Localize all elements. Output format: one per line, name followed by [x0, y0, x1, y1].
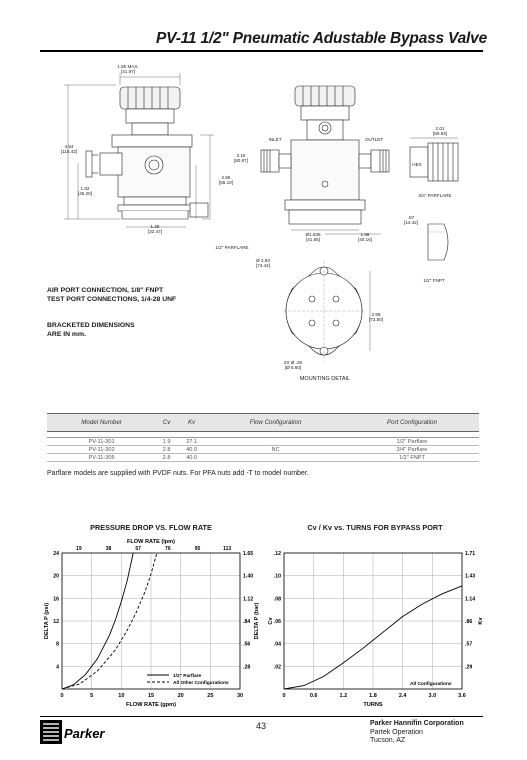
y-tick-label: .12: [273, 551, 281, 557]
table-row: PV-11-301 1.9 27.1 1/2" Parflare: [47, 438, 479, 446]
bracketed-note-1: BRACKETED DIMENSIONS: [47, 322, 135, 329]
cv-kv-chart: [262, 531, 487, 709]
parflare-dim-label: 2.01 [50.93]: [432, 126, 448, 136]
th-flow: Flow Configuration: [206, 414, 345, 432]
legend-label: All Configurations: [410, 682, 452, 687]
x-tick-label: 3.0: [428, 693, 437, 699]
hex-label: HEX: [412, 162, 422, 167]
y2-tick-label: .29: [465, 664, 473, 671]
x-tick-label: 1.2: [339, 693, 348, 699]
footer-rule: [40, 716, 483, 717]
mount-holes-label: 2X Ø .26 [Ø 6.60]: [283, 360, 303, 370]
y2-tick-label: .84: [243, 619, 251, 625]
outlet-label: OUTLET: [364, 137, 384, 142]
page-number: 43: [256, 721, 267, 731]
y-tick-label: 20: [53, 573, 59, 580]
front-h3-label: 2.56 [65.10]: [218, 175, 234, 185]
y2-tick-label: 1.43: [465, 573, 476, 580]
parflare-detail-drawing: [400, 135, 470, 185]
side-view-drawing: [255, 80, 395, 250]
y-tick-label: .10: [273, 573, 281, 580]
chart1-title: PRESSURE DROP VS. FLOW RATE: [90, 523, 212, 532]
th-kv: Kv: [177, 414, 206, 432]
fnpt-detail-drawing: [420, 218, 460, 268]
mount-dia-label: Ø 2.93 [74.42]: [255, 258, 271, 268]
y-axis-label: Cv: [268, 617, 274, 625]
side-d1-label: Ø1.636 [41.55]: [305, 232, 321, 242]
x-tick-label: 0.6: [309, 693, 318, 699]
th-model: Model Number: [47, 414, 156, 432]
y2-tick-label: 1.71: [465, 551, 476, 557]
y2-tick-label: .56: [243, 641, 251, 648]
model-table: [47, 413, 479, 462]
x2-tick-label: 38: [105, 546, 112, 552]
pressure-drop-chart: [40, 531, 270, 709]
table-header-row: [47, 414, 479, 432]
company-block: [370, 720, 464, 746]
title-rule: [40, 50, 483, 52]
y-tick-label: .04: [273, 641, 281, 648]
x-tick-label: 25: [207, 693, 214, 699]
front-h2-label: 3.18 [80.87]: [233, 153, 249, 163]
mount-h-label: 2.89 [73.50]: [368, 312, 384, 322]
chart2-title: Cv / Kv vs. TURNS FOR BYPASS PORT: [307, 523, 443, 532]
bracketed-note-2: ARE IN mm.: [47, 330, 86, 338]
x-tick-label: 10: [118, 693, 125, 699]
x-tick-label: 5: [90, 693, 94, 699]
x-tick-label: 20: [177, 693, 184, 699]
x-tick-label: 0: [60, 693, 64, 699]
y-tick-label: .06: [273, 619, 281, 625]
inlet-label: INLET: [268, 137, 282, 142]
y-tick-label: 8: [56, 641, 59, 648]
mounting-detail-drawing: [280, 255, 380, 375]
x2-tick-label: 57: [135, 546, 141, 552]
table-row: PV-11-302 2.8 40.0 NC 3/4" Parflare: [47, 446, 479, 454]
y-tick-label: 16: [53, 596, 59, 603]
y-axis-label: DELTA P (psi): [44, 602, 50, 640]
x-tick-label: 2.4: [398, 693, 407, 699]
front-base-label: 1.28 [32.47]: [147, 224, 163, 234]
side-d2-label: 1.58 [40.16]: [357, 232, 373, 242]
x-axis-label: TURNS: [363, 702, 383, 708]
fnpt-caption: 1/2" FNPT: [423, 278, 445, 283]
legend-label: 1/2" Parflare: [173, 674, 202, 679]
x-axis-label: FLOW RATE (gpm): [126, 702, 176, 708]
footnote: Parflare models are supplied with PVDF nuts. For PFA nuts add -T to model number.: [47, 470, 309, 477]
x2-tick-label: 76: [165, 546, 171, 552]
bracket-notes: [47, 322, 135, 339]
connection-notes: [47, 287, 176, 304]
y-tick-label: 4: [56, 664, 59, 671]
company-name: Parker Hannifin Corporation: [370, 720, 464, 727]
th-port: Port Configuration: [345, 414, 479, 432]
logo-text: Parker: [64, 726, 105, 741]
y2-tick-label: 1.12: [243, 596, 254, 603]
x2-tick-label: 95: [194, 546, 201, 552]
y2-tick-label: 1.14: [465, 596, 476, 603]
air-port-note: AIR PORT CONNECTION, 1/8" FNPT: [47, 287, 164, 294]
x-tick-label: 0: [282, 693, 286, 699]
parker-logo: [40, 718, 110, 746]
y2-tick-label: 1.40: [243, 573, 254, 580]
front-width-label: 1.65 MAX. [41.97]: [117, 64, 139, 74]
table-row: PV-11-305 2.8 40.0 1/2" FNPT: [47, 454, 479, 462]
fnpt-dim-label: .57 [14.42]: [403, 215, 419, 225]
y2-tick-label: .86: [465, 619, 473, 625]
legend-label: All Other Configurations: [173, 681, 229, 686]
company-city: Tucson, AZ: [370, 737, 406, 744]
y2-tick-label: .28: [243, 664, 251, 671]
x2-tick-label: 19: [76, 546, 82, 552]
company-division: Partek Operation: [370, 728, 423, 736]
front-height-label: 4.54 [115.42]: [60, 144, 78, 154]
x2-tick-label: 113: [223, 546, 232, 552]
mounting-caption: MOUNTING DETAIL: [299, 376, 351, 382]
y-tick-label: .08: [273, 596, 281, 603]
x-tick-label: 30: [236, 693, 244, 699]
x-tick-label: 3.6: [458, 693, 466, 699]
y2-tick-label: .57: [465, 641, 473, 648]
page-title: PV-11 1/2" Pneumatic Adustable Bypass Valve: [156, 30, 487, 47]
y2-tick-label: 1.65: [243, 551, 254, 557]
x-tick-label: 15: [147, 693, 155, 699]
y-tick-label: 12: [53, 619, 59, 625]
y-tick-label: 24: [53, 551, 59, 557]
y2-axis-label: Kv: [478, 617, 484, 625]
test-port-note: TEST PORT CONNECTIONS, 1/4-28 UNF: [47, 295, 177, 303]
x2-axis-label: FLOW RATE (lpm): [126, 539, 176, 545]
y-tick-label: .02: [273, 664, 281, 671]
front-parflare-label: 1/2" PARFLARE: [215, 245, 249, 250]
parflare-caption: 3/4" PARFLARE: [418, 193, 452, 198]
front-h1-label: 1.82 [46.20]: [77, 186, 93, 196]
y2-axis-label: DELTA P (bar): [254, 602, 260, 640]
th-cv: Cv: [156, 414, 177, 432]
x-tick-label: 1.8: [369, 693, 377, 699]
